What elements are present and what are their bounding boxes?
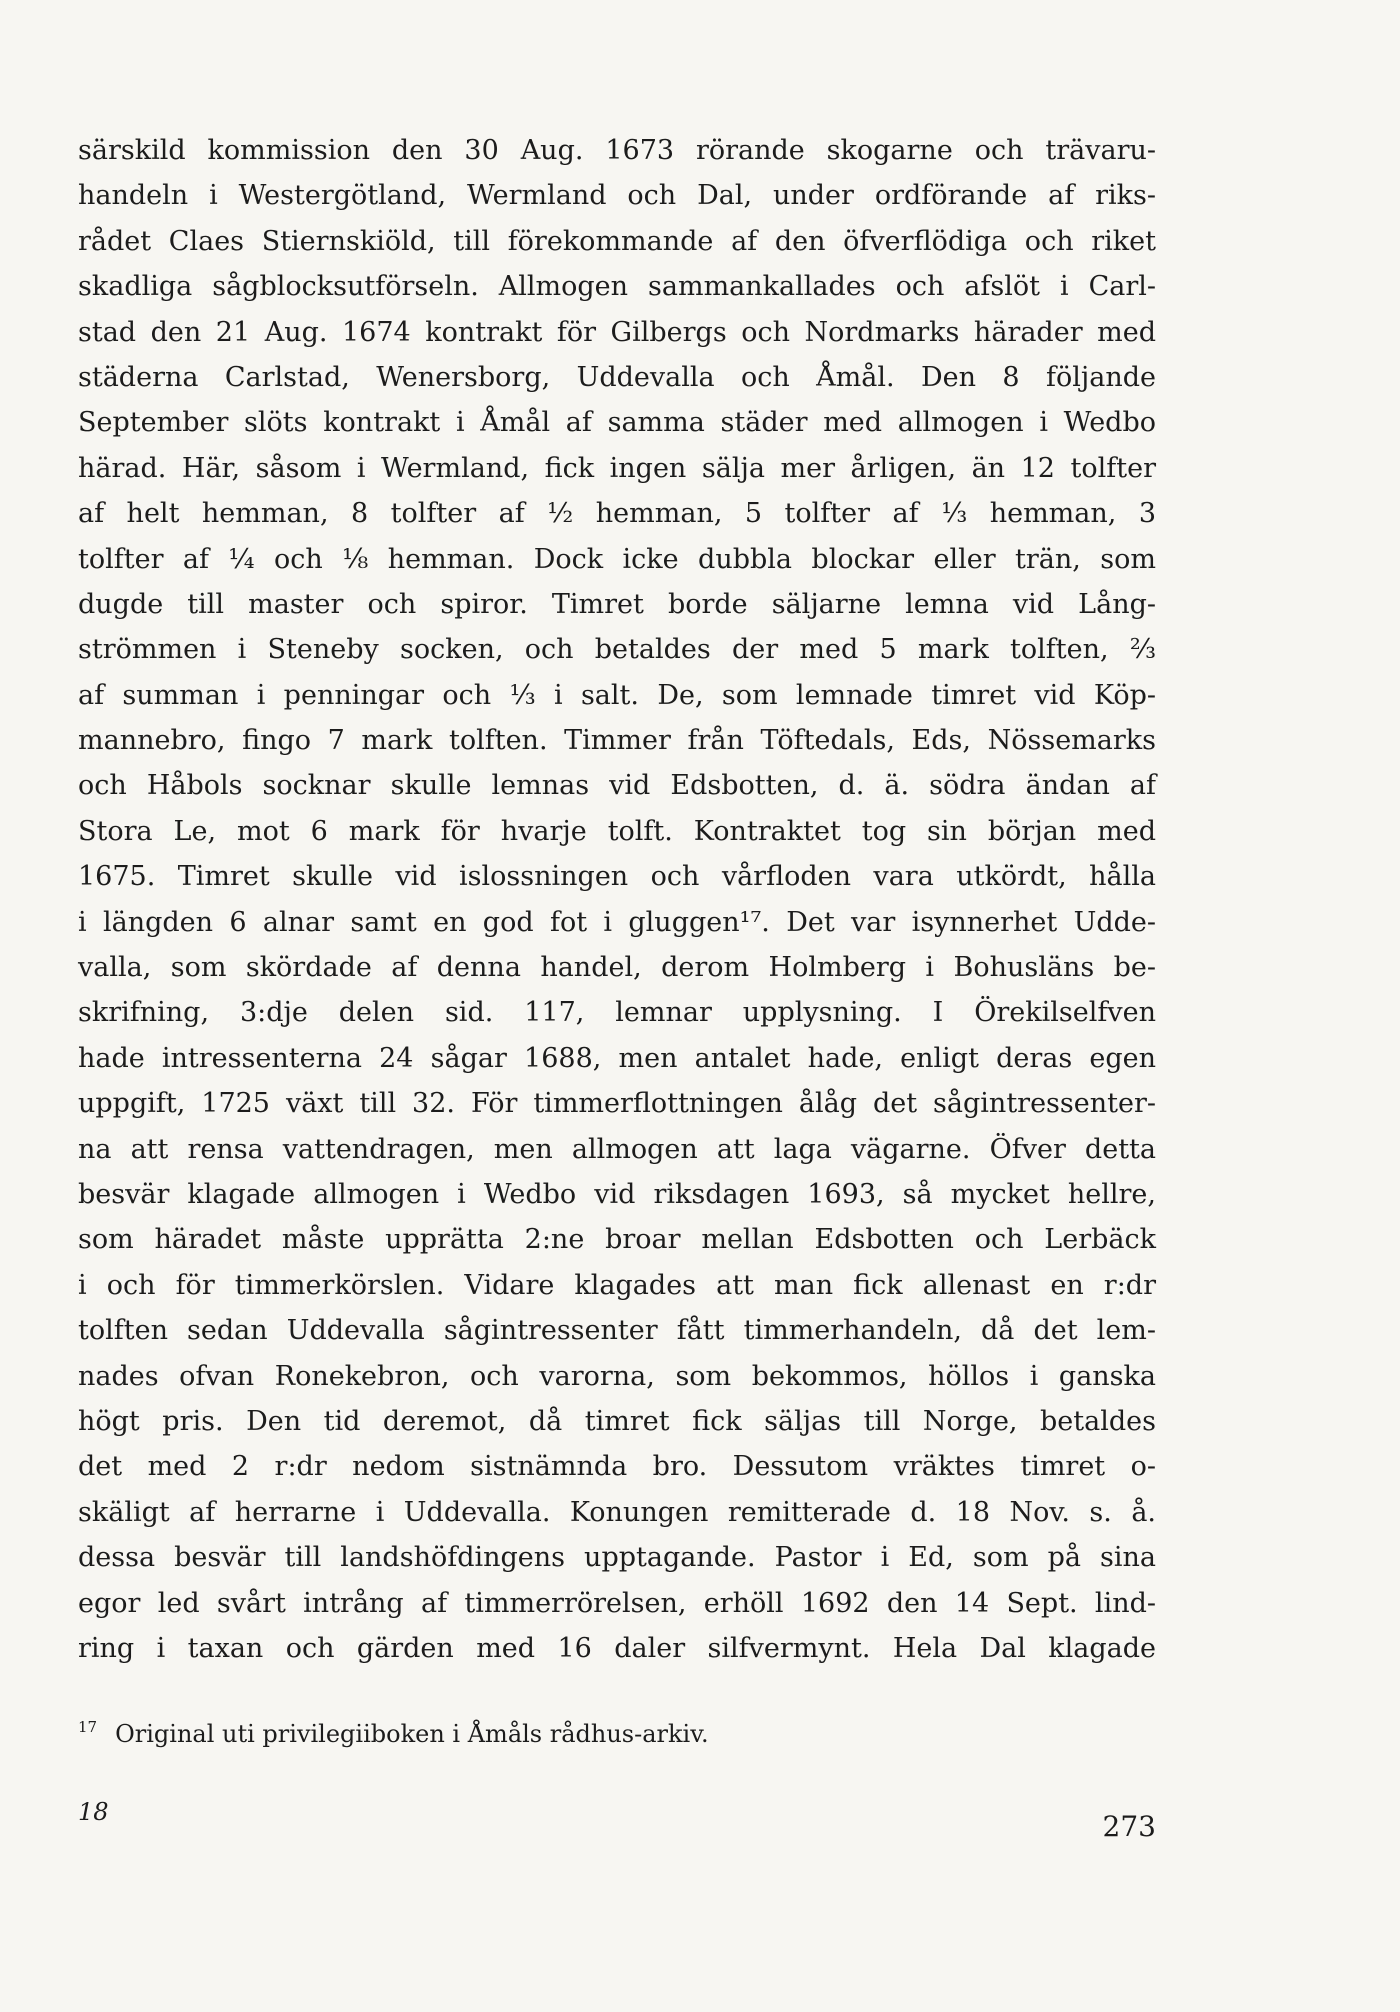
text-line: i längden 6 alnar samt en god fot i gluggen¹⁷. Det var isynnerhet Udde- (78, 906, 1156, 938)
text-line: tolften sedan Uddevalla sågintressenter fått timmerhandeln, då det lem- (78, 1315, 1156, 1347)
text-line: Stora Le, mot 6 mark för hvarje tolft. Kontraktet tog sin början med (78, 815, 1156, 847)
text-line: af summan i penningar och ⅓ i salt. De, som lemnade timret vid Köp- (78, 679, 1156, 711)
text-line: hade intressenterna 24 sågar 1688, men antalet hade, enligt deras egen (78, 1042, 1156, 1074)
text-line: skadliga sågblocksutförseln. Allmogen sammankallades och afslöt i Carl- (78, 271, 1156, 303)
text-line: särskild kommission den 30 Aug. 1673 rörande skogarne och trävaru- (78, 135, 1156, 166)
text-line: härad. Här, såsom i Wermland, fick ingen sälja mer årligen, än 12 tolfter (78, 452, 1156, 484)
printer-signature: 18 (78, 1798, 109, 1826)
text-line: tolfter af ¼ och ⅛ hemman. Dock icke dubbla blockar eller trän, som (78, 543, 1156, 575)
text-line: det med 2 r:dr nedom sistnämnda bro. Dessutom vräktes timret o- (78, 1451, 1156, 1483)
page-number: 273 (1102, 1810, 1156, 1843)
text-line: nades ofvan Ronekebron, och varorna, som bekommos, höllos i ganska (78, 1360, 1156, 1392)
text-line: högt pris. Den tid deremot, då timret fick säljas till Norge, betaldes (78, 1405, 1156, 1437)
text-line: egor led svårt intrång af timmerrörelsen, erhöll 1692 den 14 Sept. lind- (78, 1587, 1156, 1619)
text-line: mannebro, fingo 7 mark tolften. Timmer från Töftedals, Eds, Nössemarks (78, 725, 1156, 757)
text-line: som häradet måste upprätta 2:ne broar mellan Edsbotten och Lerbäck (78, 1224, 1156, 1256)
text-line: na att rensa vattendragen, men allmogen att laga vägarne. Öfver detta (78, 1133, 1156, 1165)
text-line: skrifning, 3:dje delen sid. 117, lemnar upplysning. I Örekilselfven (78, 997, 1156, 1029)
text-line: uppgift, 1725 växt till 32. För timmerflottningen ålåg det sågintressenter- (78, 1088, 1156, 1120)
footnote (78, 1718, 709, 1748)
footnote-text: Original uti privilegiiboken i Åmåls rådhus-arkiv. (115, 1720, 709, 1748)
text-line: ring i taxan och gärden med 16 daler silfvermynt. Hela Dal klagade (78, 1632, 1156, 1664)
text-line: dessa besvär till landshöfdingens upptagande. Pastor i Ed, som på sina (78, 1542, 1156, 1574)
text-line: städerna Carlstad, Wenersborg, Uddevalla och Åmål. Den 8 följande (78, 361, 1156, 393)
text-line: stad den 21 Aug. 1674 kontrakt för Gilbergs och Nordmarks härader med (78, 316, 1156, 348)
footnote-number: 17 (78, 1718, 98, 1736)
text-line: af helt hemman, 8 tolfter af ½ hemman, 5 tolfter af ⅓ hemman, 3 (78, 498, 1156, 530)
text-line: i och för timmerkörslen. Vidare klagades att man fick allenast en r:dr (78, 1269, 1156, 1301)
text-line: besvär klagade allmogen i Wedbo vid riksdagen 1693, så mycket hellre, (78, 1178, 1156, 1210)
text-line: dugde till master och spiror. Timret borde säljarne lemna vid Lång- (78, 588, 1156, 620)
text-line: handeln i Westergötland, Wermland och Dal, under ordförande af riks- (78, 180, 1156, 212)
text-line: 1675. Timret skulle vid islossningen och vårfloden vara utkördt, hålla (78, 861, 1156, 893)
text-line: valla, som skördade af denna handel, derom Holmberg i Bohusläns be- (78, 952, 1156, 984)
text-line: rådet Claes Stiernskiöld, till förekommande af den öfverflödiga och riket (78, 225, 1156, 257)
text-line: strömmen i Steneby socken, och betaldes der med 5 mark tolften, ⅔ (78, 634, 1156, 666)
body-text (78, 128, 1156, 1671)
text-line: och Håbols socknar skulle lemnas vid Edsbotten, d. ä. södra ändan af (78, 770, 1156, 802)
text-line: September slöts kontrakt i Åmål af samma städer med allmogen i Wedbo (78, 407, 1156, 439)
text-line: skäligt af herrarne i Uddevalla. Konungen remitterade d. 18 Nov. s. å. (78, 1496, 1156, 1528)
